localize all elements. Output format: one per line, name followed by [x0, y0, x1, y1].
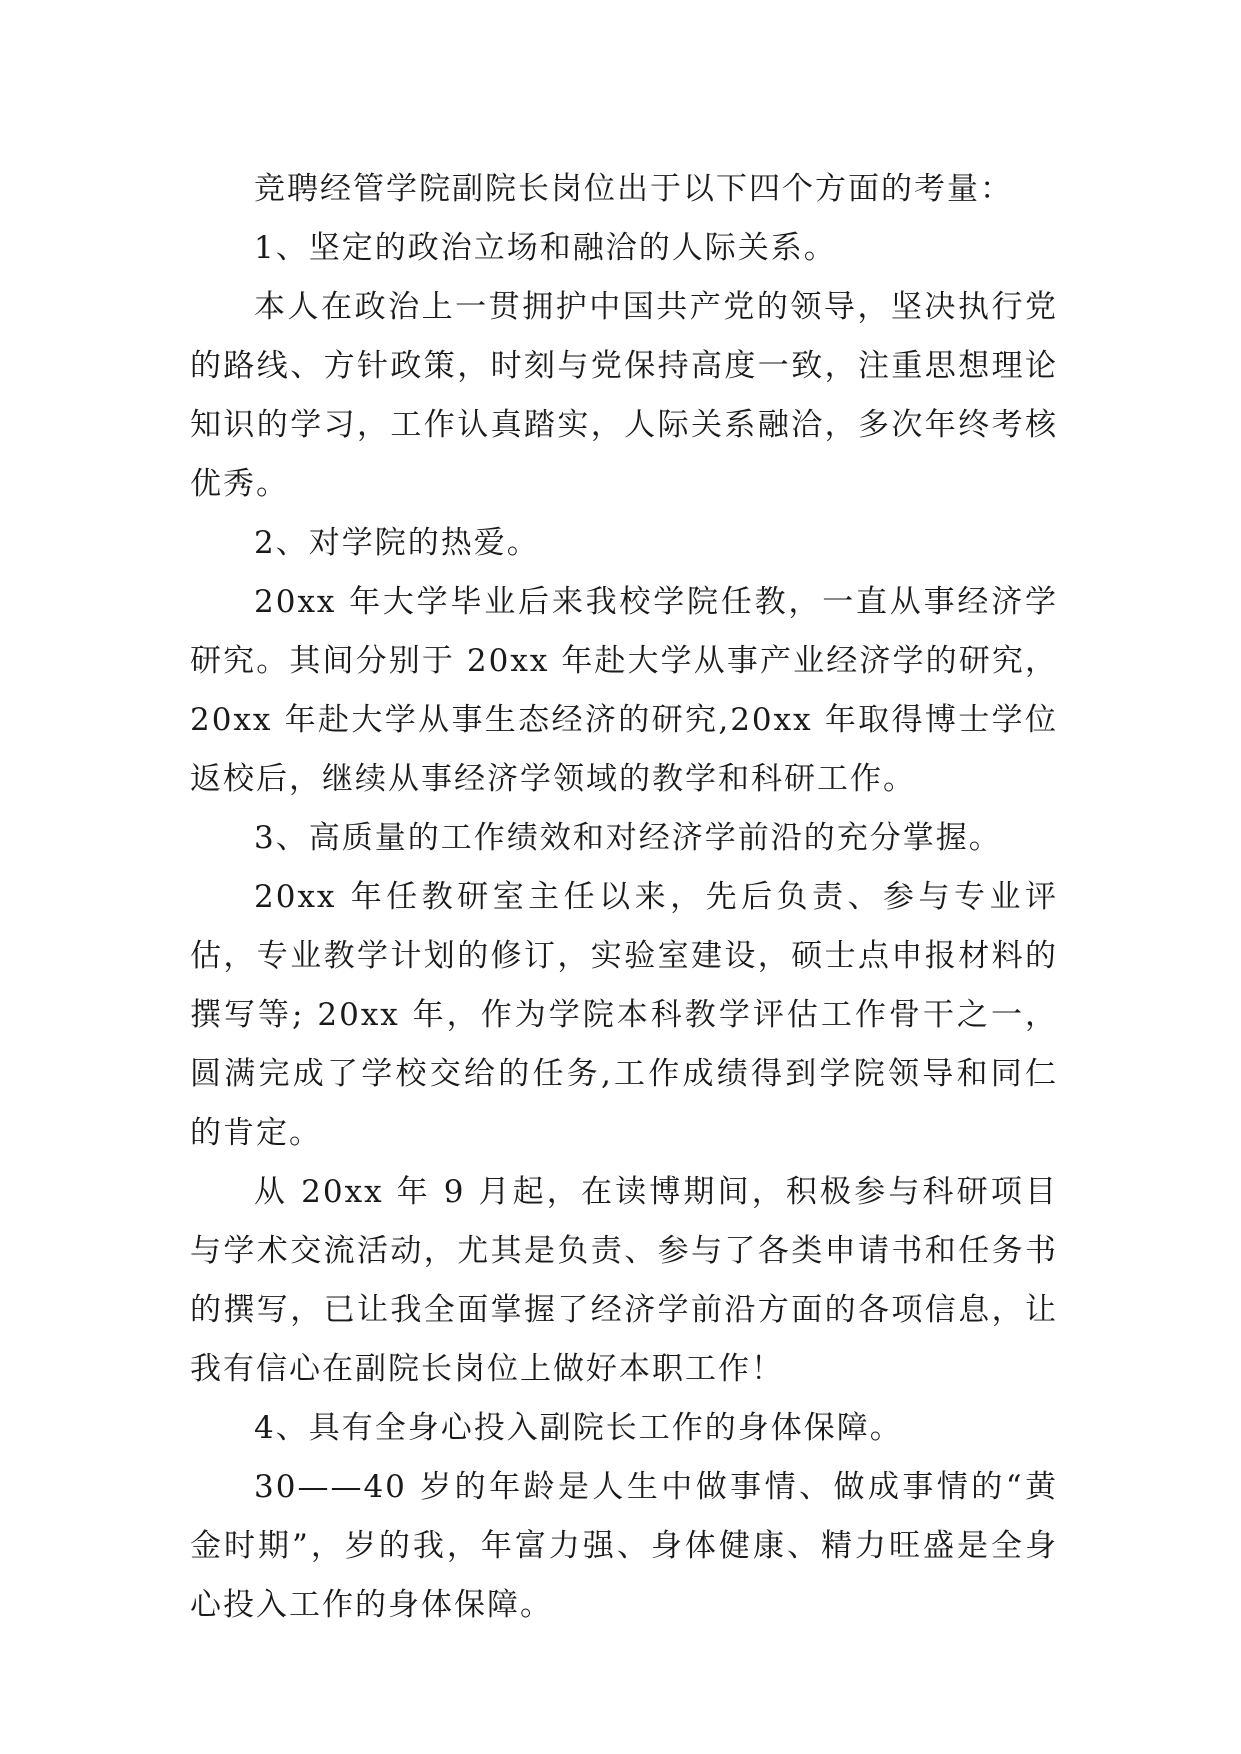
paragraph-health: 30——40 岁的年龄是人生中做事情、做成事情的“黄金时期”，岁的我，年富力强、身体健康、精力旺盛是全身心投入工作的身体保障。 — [190, 1469, 1058, 1623]
document-body — [190, 160, 1058, 1635]
paragraph-research: 从 20xx 年 9 月起，在读博期间，积极参与科研项目与学术交流活动，尤其是负责、参与了各类申请书和任务书的撰写，已让我全面掌握了经济学前沿方面的各项信息，让我有信心在副院长岗位上做好本职工作！ — [190, 1174, 1058, 1387]
intro-paragraph: 竞聘经管学院副院长岗位出于以下四个方面的考量： — [254, 171, 1013, 207]
heading-4: 4、具有全身心投入副院长工作的身体保障。 — [254, 1410, 903, 1446]
heading-1: 1、坚定的政治立场和融洽的人际关系。 — [254, 230, 837, 266]
paragraph-political: 本人在政治上一贯拥护中国共产党的领导，坚决执行党的路线、方针政策，时刻与党保持高度一致，注重思想理论知识的学习，工作认真踏实，人际关系融洽，多次年终考核优秀。 — [190, 289, 1058, 502]
heading-3: 3、高质量的工作绩效和对经济学前沿的充分掌握。 — [254, 820, 1002, 856]
heading-2: 2、对学院的热爱。 — [254, 525, 540, 561]
paragraph-performance: 20xx 年任教研室主任以来，先后负责、参与专业评估，专业教学计划的修订，实验室建设，硕士点申报材料的撰写等; 20xx 年，作为学院本科教学评估工作骨干之一，圆满完成了学校交给的任务,工作成绩得到学院领导和同仁的肯定。 — [190, 879, 1058, 1151]
paragraph-career: 20xx 年大学毕业后来我校学院任教，一直从事经济学研究。其间分别于 20xx 年赴大学从事产业经济学的研究，20xx 年赴大学从事生态经济的研究,20xx 年取得博士学位返校后，继续从事经济学领域的教学和科研工作。 — [190, 584, 1058, 797]
